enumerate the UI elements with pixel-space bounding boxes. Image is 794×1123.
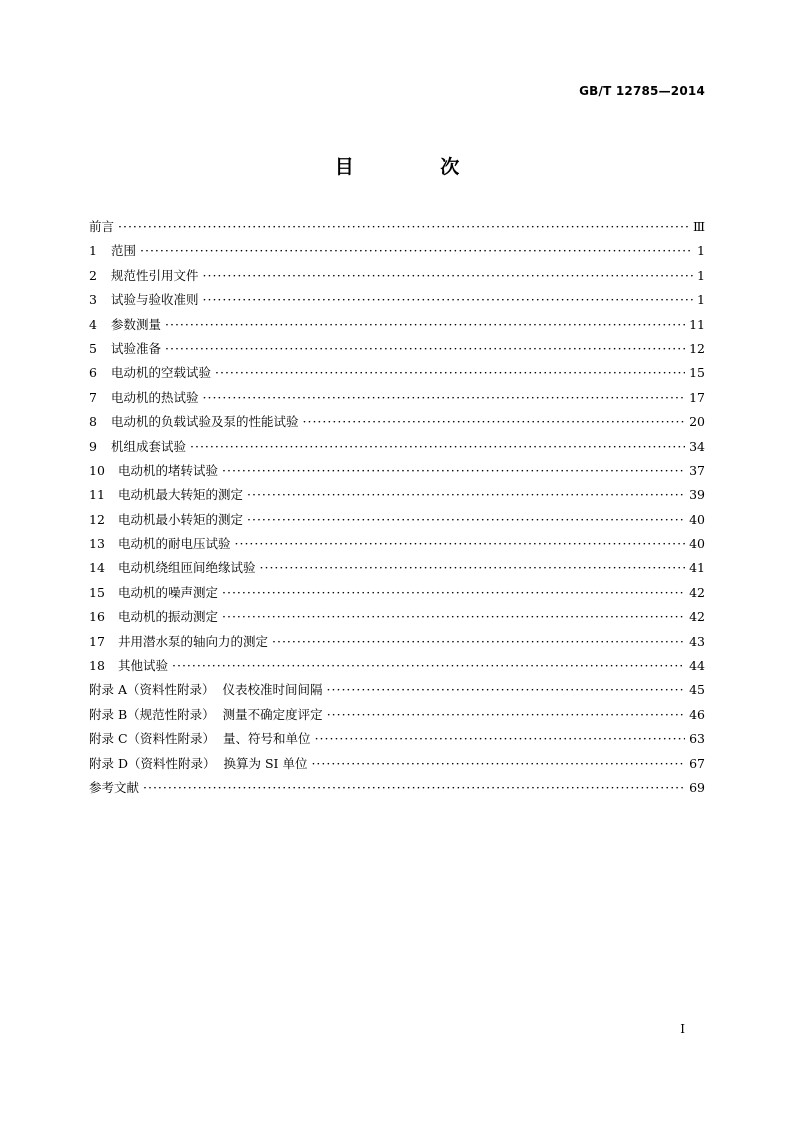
toc-entry-page: 11 bbox=[689, 316, 705, 332]
toc-entry-page: 1 bbox=[697, 243, 705, 259]
toc-entry-number: 13 bbox=[89, 536, 105, 552]
toc-entry-label bbox=[118, 508, 243, 532]
toc-entry-title: 参数测量 bbox=[111, 316, 162, 332]
standard-code: GB/T 12785—2014 bbox=[579, 84, 705, 98]
toc-dot-leader bbox=[118, 215, 689, 239]
toc-dot-leader bbox=[303, 410, 686, 434]
toc-entry-page: 1 bbox=[697, 267, 705, 283]
toc-entry-number: 4 bbox=[89, 316, 97, 332]
toc-entry-page: 39 bbox=[689, 487, 705, 503]
toc-entry-title: 电动机的振动测定 bbox=[118, 609, 219, 625]
toc-entry-label bbox=[118, 459, 218, 483]
toc-entry-title: 附录 B（规范性附录） bbox=[89, 706, 215, 722]
toc-entry-number: 18 bbox=[89, 658, 105, 674]
toc-entry-title: 附录 C（资料性附录） bbox=[89, 731, 216, 747]
toc-dot-leader bbox=[235, 532, 686, 556]
toc-entry-title: 电动机最小转矩的测定 bbox=[118, 511, 244, 527]
toc-entry-label bbox=[89, 703, 323, 727]
toc-dot-leader bbox=[260, 556, 686, 580]
toc-entry[interactable] bbox=[89, 654, 705, 678]
toc-entry-label bbox=[89, 776, 139, 800]
toc-entry-label bbox=[111, 435, 186, 459]
toc-entry[interactable] bbox=[89, 313, 705, 337]
toc-entry-page: 20 bbox=[689, 414, 705, 430]
toc-entry-page: 15 bbox=[689, 365, 705, 381]
page-title: 目 次 bbox=[334, 156, 500, 178]
toc-entry-subtitle: 量、符号和单位 bbox=[223, 731, 311, 747]
toc-dot-leader bbox=[172, 654, 685, 678]
toc-entry-number: 3 bbox=[89, 292, 97, 308]
toc-entry-page: 12 bbox=[689, 340, 705, 356]
toc-entry-number: 6 bbox=[89, 365, 97, 381]
toc-entry-page: 34 bbox=[689, 438, 705, 454]
toc-entry-number: 16 bbox=[89, 609, 105, 625]
toc-entry-title: 参考文献 bbox=[89, 779, 140, 795]
toc-entry[interactable] bbox=[89, 239, 705, 263]
toc-entry[interactable] bbox=[89, 288, 705, 312]
toc-entry-title: 电动机的噪声测定 bbox=[118, 584, 219, 600]
toc-entry[interactable] bbox=[89, 727, 705, 751]
page-number: I bbox=[680, 1022, 685, 1036]
toc-entry-label bbox=[118, 630, 268, 654]
toc-entry[interactable] bbox=[89, 776, 705, 800]
toc-entry[interactable] bbox=[89, 435, 705, 459]
toc-entry[interactable] bbox=[89, 703, 705, 727]
toc-entry[interactable] bbox=[89, 581, 705, 605]
toc-entry-page: 45 bbox=[689, 682, 705, 698]
toc-entry-page: 41 bbox=[689, 560, 705, 576]
toc-entry-title: 电动机的堵转试验 bbox=[118, 462, 219, 478]
toc-entry-title: 电动机的负载试验及泵的性能试验 bbox=[111, 414, 299, 430]
toc-entry-label bbox=[118, 654, 168, 678]
toc-dot-leader bbox=[215, 361, 685, 385]
toc-entry-title: 其他试验 bbox=[118, 658, 169, 674]
toc-entry-number: 17 bbox=[89, 633, 105, 649]
toc-entry[interactable] bbox=[89, 630, 705, 654]
toc-entry-label bbox=[111, 361, 211, 385]
toc-dot-leader bbox=[247, 483, 685, 507]
toc-entry-label bbox=[111, 239, 136, 263]
toc-dot-leader bbox=[222, 581, 685, 605]
toc-entry-number: 5 bbox=[89, 340, 97, 356]
toc-entry[interactable] bbox=[89, 605, 705, 629]
toc-entry[interactable] bbox=[89, 556, 705, 580]
toc-dot-leader bbox=[140, 239, 693, 263]
toc-entry-page: 43 bbox=[689, 633, 705, 649]
toc-entry-subtitle: 测量不确定度评定 bbox=[222, 706, 323, 722]
toc-dot-leader bbox=[315, 727, 686, 751]
toc-entry[interactable] bbox=[89, 532, 705, 556]
toc-entry[interactable] bbox=[89, 678, 705, 702]
toc-dot-leader bbox=[143, 776, 685, 800]
toc-dot-leader bbox=[327, 678, 686, 702]
toc-entry-title: 前言 bbox=[89, 219, 115, 234]
toc-entry-label bbox=[118, 556, 256, 580]
toc-entry-title: 附录 A（资料性附录） bbox=[89, 682, 215, 698]
toc-entry-page: 40 bbox=[689, 511, 705, 527]
toc-entry-number: 8 bbox=[89, 414, 97, 430]
toc-dot-leader bbox=[203, 386, 686, 410]
toc-entry-number: 2 bbox=[89, 267, 97, 283]
toc-entry-label bbox=[111, 337, 161, 361]
toc-entry[interactable] bbox=[89, 215, 705, 239]
toc-entry-page: 40 bbox=[689, 536, 705, 552]
toc-entry-title: 附录 D（资料性附录） bbox=[89, 755, 216, 771]
toc-entry-number: 9 bbox=[89, 438, 97, 454]
toc-entry-number: 11 bbox=[89, 487, 105, 503]
toc-entry[interactable] bbox=[89, 410, 705, 434]
toc-entry-number: 12 bbox=[89, 511, 105, 527]
toc-entry-title: 试验与验收准则 bbox=[111, 292, 199, 308]
toc-dot-leader bbox=[327, 703, 685, 727]
toc-entry-page: Ⅲ bbox=[692, 219, 705, 234]
toc-entry-title: 试验准备 bbox=[111, 340, 162, 356]
toc-entry-label bbox=[118, 483, 243, 507]
toc-entry-number: 7 bbox=[89, 389, 97, 405]
toc-dot-leader bbox=[203, 264, 693, 288]
toc-entry[interactable] bbox=[89, 337, 705, 361]
toc-entry-label bbox=[89, 215, 114, 239]
toc-entry-title: 电动机的热试验 bbox=[111, 389, 199, 405]
toc-dot-leader bbox=[190, 435, 685, 459]
toc-entry-page: 37 bbox=[689, 462, 705, 478]
toc-entry-title: 电动机绕组匝间绝缘试验 bbox=[118, 560, 256, 576]
toc-entry-title: 电动机最大转矩的测定 bbox=[118, 487, 244, 503]
toc-entry-number: 14 bbox=[89, 560, 105, 576]
toc-entry[interactable] bbox=[89, 508, 705, 532]
toc-entry-page: 69 bbox=[689, 779, 705, 795]
toc-entry-label bbox=[89, 678, 323, 702]
toc-dot-leader bbox=[222, 459, 685, 483]
toc-entry-page: 44 bbox=[689, 658, 705, 674]
toc-entry-label bbox=[118, 605, 218, 629]
toc-entry-page: 42 bbox=[689, 609, 705, 625]
toc-entry-title: 规范性引用文件 bbox=[111, 267, 199, 283]
toc-entry[interactable] bbox=[89, 752, 705, 776]
toc-entry-page: 1 bbox=[697, 292, 705, 308]
toc-entry-label bbox=[118, 581, 218, 605]
toc-entry[interactable] bbox=[89, 264, 705, 288]
toc-entry-title: 电动机的空载试验 bbox=[111, 365, 212, 381]
toc-dot-leader bbox=[247, 508, 685, 532]
toc-entry[interactable] bbox=[89, 459, 705, 483]
toc-dot-leader bbox=[165, 337, 685, 361]
toc-entry-label bbox=[111, 288, 199, 312]
toc-entry-number: 10 bbox=[89, 462, 105, 478]
toc-entry-subtitle: 换算为 SI 单位 bbox=[223, 755, 308, 771]
toc-entry-label bbox=[111, 264, 199, 288]
toc-entry-page: 17 bbox=[689, 389, 705, 405]
toc-dot-leader bbox=[311, 752, 685, 776]
toc-entry-title: 范围 bbox=[111, 243, 137, 259]
toc-entry[interactable] bbox=[89, 361, 705, 385]
table-of-contents bbox=[89, 215, 705, 800]
toc-entry-label bbox=[89, 752, 307, 776]
toc-entry-title: 井用潜水泵的轴向力的测定 bbox=[118, 633, 269, 649]
toc-entry-page: 42 bbox=[689, 584, 705, 600]
toc-dot-leader bbox=[203, 288, 693, 312]
toc-entry-label bbox=[89, 727, 311, 751]
toc-dot-leader bbox=[165, 313, 685, 337]
toc-entry-label bbox=[118, 532, 231, 556]
toc-entry-label bbox=[111, 313, 161, 337]
toc-entry-page: 46 bbox=[689, 706, 705, 722]
toc-entry-subtitle: 仪表校准时间间隔 bbox=[222, 682, 323, 698]
toc-entry-label bbox=[111, 410, 299, 434]
toc-entry-title: 电动机的耐电压试验 bbox=[118, 536, 231, 552]
toc-entry-number: 15 bbox=[89, 584, 105, 600]
toc-entry[interactable] bbox=[89, 386, 705, 410]
toc-entry-title: 机组成套试验 bbox=[111, 438, 187, 454]
toc-entry-page: 67 bbox=[689, 755, 705, 771]
toc-entry-number: 1 bbox=[89, 243, 97, 259]
toc-dot-leader bbox=[222, 605, 685, 629]
toc-entry-page: 63 bbox=[689, 731, 705, 747]
toc-entry[interactable] bbox=[89, 483, 705, 507]
toc-dot-leader bbox=[272, 630, 685, 654]
toc-entry-label bbox=[111, 386, 199, 410]
